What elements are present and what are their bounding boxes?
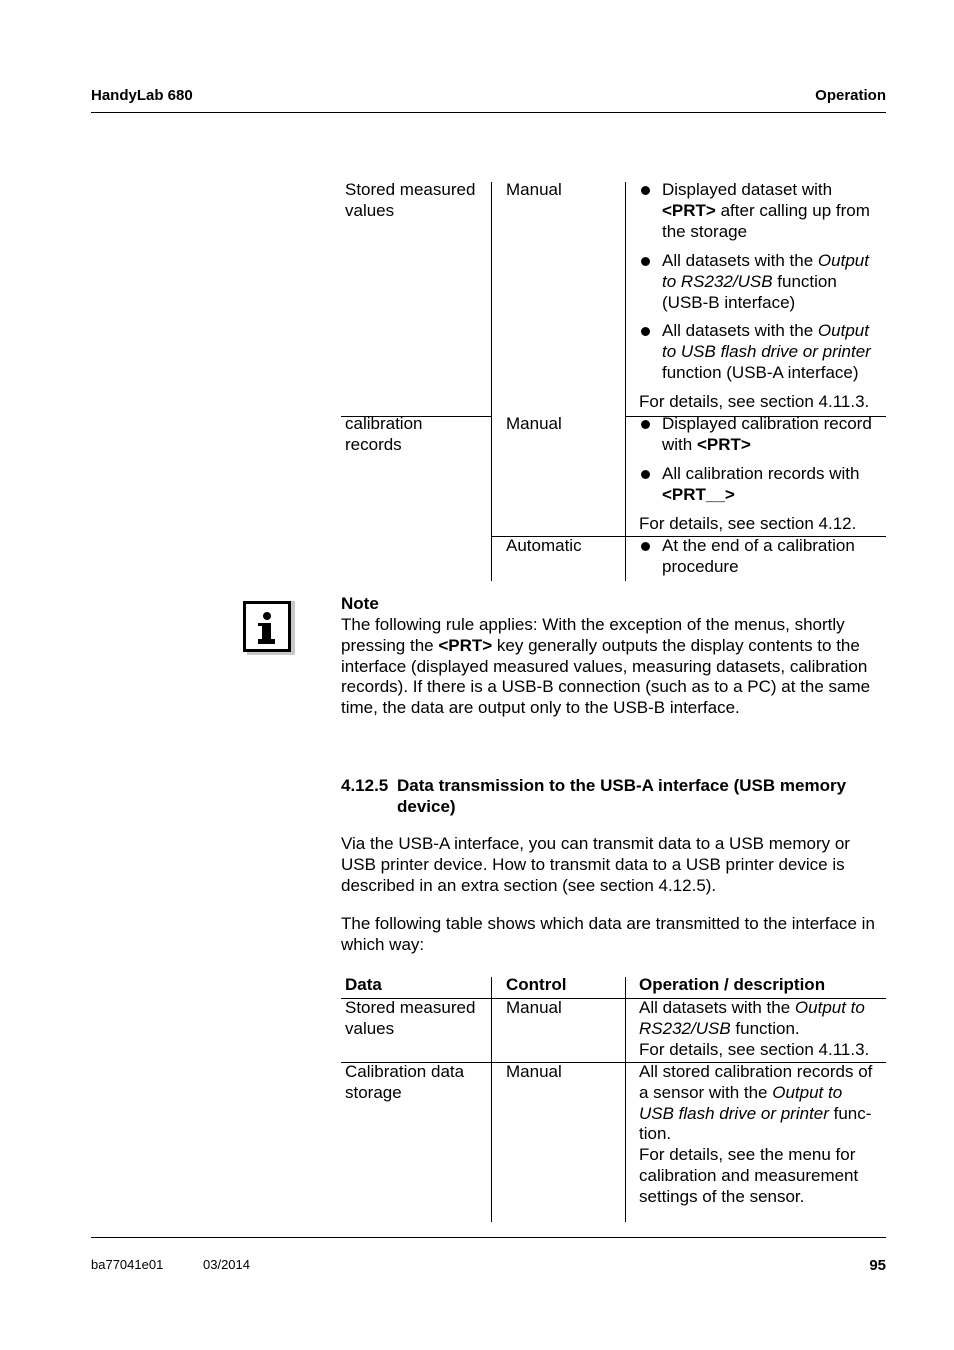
bullet-icon: [641, 420, 650, 429]
table1-row1-bullet3: [662, 321, 871, 383]
table1-row2-details: For details, see section 4.12.: [639, 514, 857, 533]
table2-header-data: Data: [345, 975, 382, 994]
text-line: The following rule applies: With the exception of the menus, shortly: [341, 615, 845, 634]
bullet-icon: [641, 327, 650, 336]
header-rule: [91, 112, 886, 113]
footer-rule: [91, 1237, 886, 1238]
text-line: to USB flash drive or printer: [662, 341, 871, 361]
info-icon: [243, 601, 291, 652]
text-line: a sensor with the Output to: [639, 1082, 843, 1102]
text-line: settings of the sensor.: [639, 1186, 805, 1206]
footer-date: 03/2014: [203, 1257, 250, 1272]
text-line: All datasets with the Output to: [639, 998, 865, 1017]
text-line: RS232/USB function.: [639, 1018, 800, 1038]
table1-row2-bullet1: [662, 414, 872, 456]
section-number: 4.12.5: [341, 776, 389, 795]
table1-col-divider-2: [625, 182, 626, 581]
text-line: with <PRT>: [662, 434, 751, 454]
text-line: All calibration records with: [662, 464, 860, 483]
footer-doc-id: ba77041e01: [91, 1257, 164, 1272]
table1-row2-control: Manual: [506, 414, 562, 433]
table1-col-divider-1: [491, 182, 492, 581]
note-body: [341, 615, 870, 719]
text-line: All datasets with the Output: [662, 321, 869, 340]
page-number: 95: [869, 1257, 886, 1274]
text-line: records). If there is a USB-B connection (such as to a PC) at the same: [341, 677, 871, 697]
table1-row1-data: Stored measured values: [345, 180, 476, 220]
intro-paragraph: Via the USB-A interface, you can transmit data to a USB memory or USB printer device. How to transmit data to a USB printer device is described in an extra section (see section 4.12.5).: [341, 834, 850, 895]
table2-row2-data: Calibration data storage: [345, 1062, 465, 1102]
table2-row1-control: Manual: [506, 998, 562, 1017]
text-line: tion.: [639, 1124, 672, 1144]
text-line: function (USB-A interface): [662, 362, 859, 382]
table2-col-divider-1: [491, 977, 492, 1222]
table2-row1-description: [639, 998, 869, 1060]
text-line: At the end of a calibration: [662, 536, 855, 555]
section-title: Data transmission to the USB-A interface (USB memory device): [397, 776, 847, 816]
bullet-icon: [641, 470, 650, 479]
text-line: Displayed dataset with: [662, 180, 833, 199]
text-line: All datasets with the Output: [662, 251, 869, 270]
text-line: All stored calibration records of: [639, 1062, 873, 1081]
table1-row2-bullet2: [662, 464, 859, 506]
text-line: procedure: [662, 556, 739, 576]
text-line: (USB-B interface): [662, 292, 796, 312]
bullet-icon: [641, 257, 650, 266]
header-title: HandyLab 680: [91, 87, 193, 104]
text-line: interface (displayed measured values, measuring datasets, calibration: [341, 656, 868, 676]
text-line: pressing the <PRT> key generally outputs the display contents to the: [341, 635, 860, 655]
table2-row2-description: [639, 1062, 872, 1208]
table2-row2-control: Manual: [506, 1062, 562, 1081]
text-line: For details, see the menu for: [639, 1145, 856, 1165]
bullet-icon: [641, 542, 650, 551]
text-line: USB flash drive or printer func-: [639, 1103, 872, 1123]
table1-row3-control: Automatic: [506, 536, 582, 555]
text-line: calibration and measurement: [639, 1165, 859, 1185]
table1-row1-details: For details, see section 4.11.3.: [639, 392, 870, 411]
note-title: Note: [341, 594, 379, 613]
header-section: Operation: [815, 87, 886, 104]
text-line: <PRT> after calling up from: [662, 200, 870, 220]
text-line: Displayed calibration record: [662, 414, 872, 433]
text-line: For details, see section 4.11.3.: [639, 1039, 870, 1059]
bullet-icon: [641, 186, 650, 195]
table2-row1-data: Stored measured values: [345, 998, 476, 1038]
table-intro-paragraph: The following table shows which data are transmitted to the interface in which way:: [341, 914, 875, 954]
table2-header-control: Control: [506, 975, 567, 994]
text-line: time, the data are output only to the USB-B interface.: [341, 698, 740, 718]
table2-col-divider-2: [625, 977, 626, 1222]
table1-row1-bullet1: [662, 180, 870, 242]
table1-row1-control: Manual: [506, 180, 562, 199]
table1-row2-data: calibration records: [345, 414, 423, 454]
text-line: the storage: [662, 221, 748, 241]
table1-row3-bullet1: [662, 536, 855, 578]
text-line: to RS232/USB function: [662, 271, 837, 291]
table1-row1-bullet2: [662, 251, 869, 313]
table2-header-description: Operation / description: [639, 975, 826, 994]
text-line: <PRT__>: [662, 484, 735, 504]
